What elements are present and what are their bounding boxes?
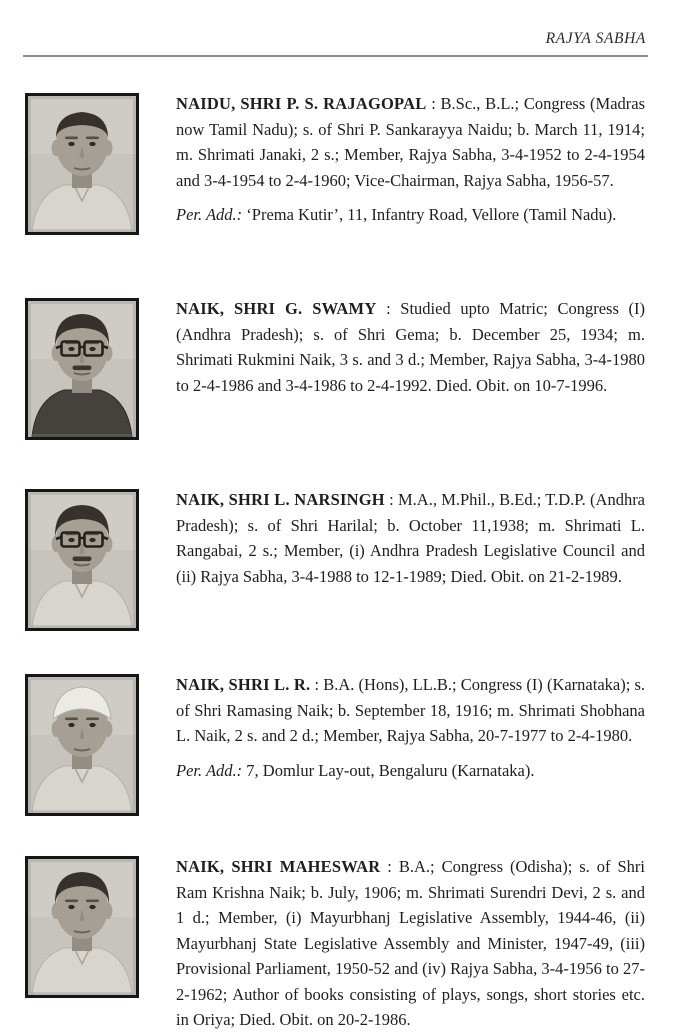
member-entry <box>25 854 645 1033</box>
permanent-address <box>176 202 645 228</box>
bio-paragraph <box>176 854 645 1033</box>
permanent-address-label: Per. Add.: <box>176 205 243 224</box>
member-bio <box>176 91 645 228</box>
member-name: NAIK, SHRI G. SWAMY <box>176 299 377 318</box>
member-photo <box>25 93 139 235</box>
member-bio <box>176 672 645 783</box>
bio-paragraph <box>176 91 645 193</box>
member-name: NAIDU, SHRI P. S. RAJAGOPAL <box>176 94 427 113</box>
member-name: NAIK, SHRI MAHESWAR <box>176 857 381 876</box>
bio-paragraph <box>176 672 645 749</box>
member-photo <box>25 856 139 998</box>
member-photo <box>25 298 139 440</box>
member-details: : B.Sc., B.L.; Congress (Madras now Tamil Nadu); s. of Shri P. Sankarayya Naidu; b. March 11, 1914; m. Shrimati Janaki, 2 s.; Member, Rajya Sabha, 3-4-1952 to 2-4-1954 and 3-4-1954 to 2-4-1960; Vice-Chairman, Rajya Sabha, 1956-57. <box>176 94 646 190</box>
permanent-address-text: ‘Prema Kutir’, 11, Infantry Road, Vellore (Tamil Nadu). <box>246 205 617 224</box>
member-details: : B.A.; Congress (Odisha); s. of Shri Ram Krishna Naik; b. July, 1906; m. Shrimati Surendri Devi, 2 s. and 1 d.; Member, (i) Mayurbhanj Legislative Assembly, 1944-46, (ii) Mayurbhanj State Legislative Assembly and Minister, 1947-49, (iii) Provisional Parliament, 1950-52 and (iv) Rajya Sabha, 3-4-1956 to 27-2-1962; Author of books consisting of plays, songs, short stories etc. in Oriya; Died. Obit. on 20-2-1986. <box>176 857 645 1029</box>
member-bio <box>176 296 645 398</box>
page-header-title: RAJYA SABHA <box>545 30 646 47</box>
member-name: NAIK, SHRI L. R. <box>176 675 311 694</box>
bio-paragraph <box>176 296 645 398</box>
member-details: : Studied upto Matric; Congress (I) (Andhra Pradesh); s. of Shri Gema; b. December 25, 1934; m. Shrimati Rukmini Naik, 3 s. and 3 d.; Member, Rajya Sabha, 3-4-1980 to 2-4-1986 and 3-4-1986 to 2-4-1992. Died. Obit. on 10-7-1996. <box>176 299 645 395</box>
member-details: : B.A. (Hons), LL.B.; Congress (I) (Karnataka); s. of Shri Ramasing Naik; b. September 18, 1916; m. Shrimati Shobhana L. Naik, 2 s. and 2 d.; Member, Rajya Sabha, 20-7-1977 to 2-4-1980. <box>176 675 645 745</box>
member-photo <box>25 674 139 816</box>
member-bio <box>176 487 645 589</box>
permanent-address-text: 7, Domlur Lay-out, Bengaluru (Karnataka). <box>246 760 535 780</box>
member-photo <box>25 489 139 631</box>
member-entry <box>25 487 645 631</box>
member-details: : M.A., M.Phil., B.Ed.; T.D.P. (Andhra Pradesh); s. of Shri Harilal; b. October 11,1938; m. Shrimati L. Rangabai, 2 s.; Member, (i) Andhra Pradesh Legislative Council and (ii) Rajya Sabha, 3-4-1988 to 12-1-1989; Died. Obit. on 21-2-1989. <box>176 490 646 586</box>
member-entries <box>0 57 676 1033</box>
member-entry <box>25 296 645 440</box>
permanent-address-label: Per. Add.: <box>176 760 243 780</box>
permanent-address <box>176 758 645 784</box>
member-name: NAIK, SHRI L. NARSINGH <box>176 490 385 509</box>
member-bio <box>176 854 645 1033</box>
page-header <box>0 0 676 48</box>
member-entry <box>25 91 645 235</box>
bio-paragraph <box>176 487 645 589</box>
member-entry <box>25 672 645 816</box>
